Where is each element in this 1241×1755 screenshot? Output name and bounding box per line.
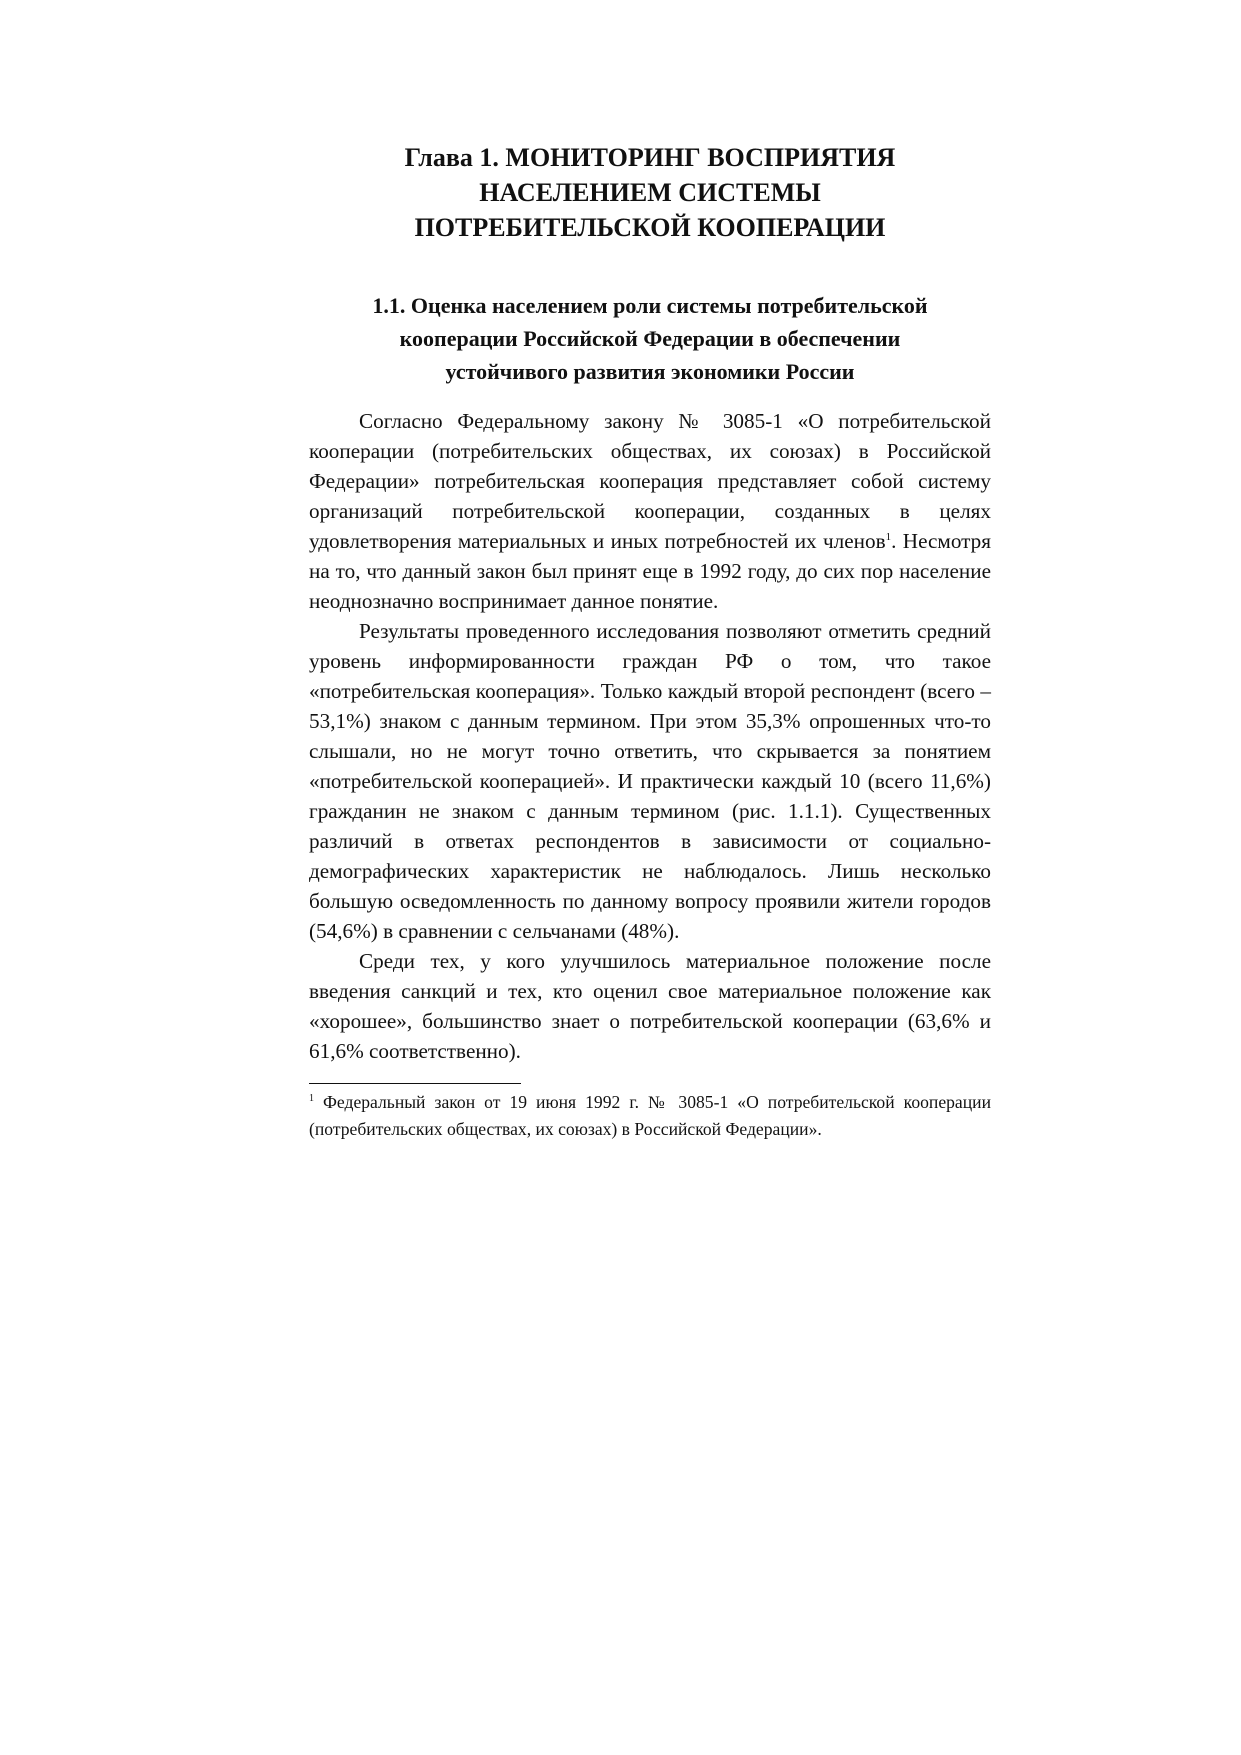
paragraph <box>309 406 991 616</box>
chapter-title <box>300 140 1000 245</box>
section-title <box>300 289 1000 388</box>
section-title-line: кооперации Российской Федерации в обеспечении <box>399 326 901 351</box>
paragraph: Результаты проведенного исследования позволяют отметить средний уровень информированности граждан РФ о том, что такое «потребительская кооперация». Только каждый второй респондент (всего – 53,1%) знаком с данным термином. При этом 35,3% опрошенных что-то слышали, но не могут точно ответить, что скрывается за понятием «потребительской кооперацией». И практически каждый 10 (всего 11,6%) гражданин не знаком с данным термином (рис. 1.1.1). Существенных различий в ответах респондентов в зависимости от социально-демографических характеристик не наблюдалось. Лишь несколько большую осведомленность по данному вопросу проявили жители городов (54,6%) в сравнении с сельчанами (48%). <box>309 619 991 943</box>
paragraph-text: . Несмотря на то, что данный закон был принят еще в 1992 году, до сих пор население неоднозначно воспринимает данное понятие. <box>309 529 991 613</box>
footnote <box>309 1089 991 1143</box>
footnote-marker: 1 <box>309 1093 314 1104</box>
footnote-separator <box>309 1083 521 1084</box>
footnote-text: Федеральный закон от 19 июня 1992 г. № 3085-1 «О потребительской кооперации (потребительских обществах, их союзах) в Российской Федерации». <box>309 1092 991 1139</box>
chapter-title-line: Глава 1. МОНИТОРИНГ ВОСПРИЯТИЯ <box>404 143 896 172</box>
section-title-line: 1.1. Оценка населением роли системы потребительской <box>372 293 928 318</box>
section-title-line: устойчивого развития экономики России <box>445 359 855 384</box>
paragraph: Среди тех, у кого улучшилось материальное положение после введения санкций и тех, кто оценил свое материальное положение как «хорошее», большинство знает о потребительской кооперации (63,6% и 61,6% соответственно). <box>309 949 991 1063</box>
body-text <box>309 406 991 1066</box>
chapter-title-line: НАСЕЛЕНИЕМ СИСТЕМЫ <box>479 178 821 207</box>
footnote-reference[interactable]: 1 <box>885 531 892 543</box>
paragraph-text: Согласно Федеральному закону № 3085-1 «О потребительской кооперации (потребительских обществах, их союзах) в Российской Федерации» потребительская кооперация представляет собой систему организаций потребительской кооперации, созданных в целях удовлетворения материальных и иных потребностей их членов <box>309 409 991 553</box>
chapter-title-line: ПОТРЕБИТЕЛЬСКОЙ КООПЕРАЦИИ <box>414 213 886 242</box>
